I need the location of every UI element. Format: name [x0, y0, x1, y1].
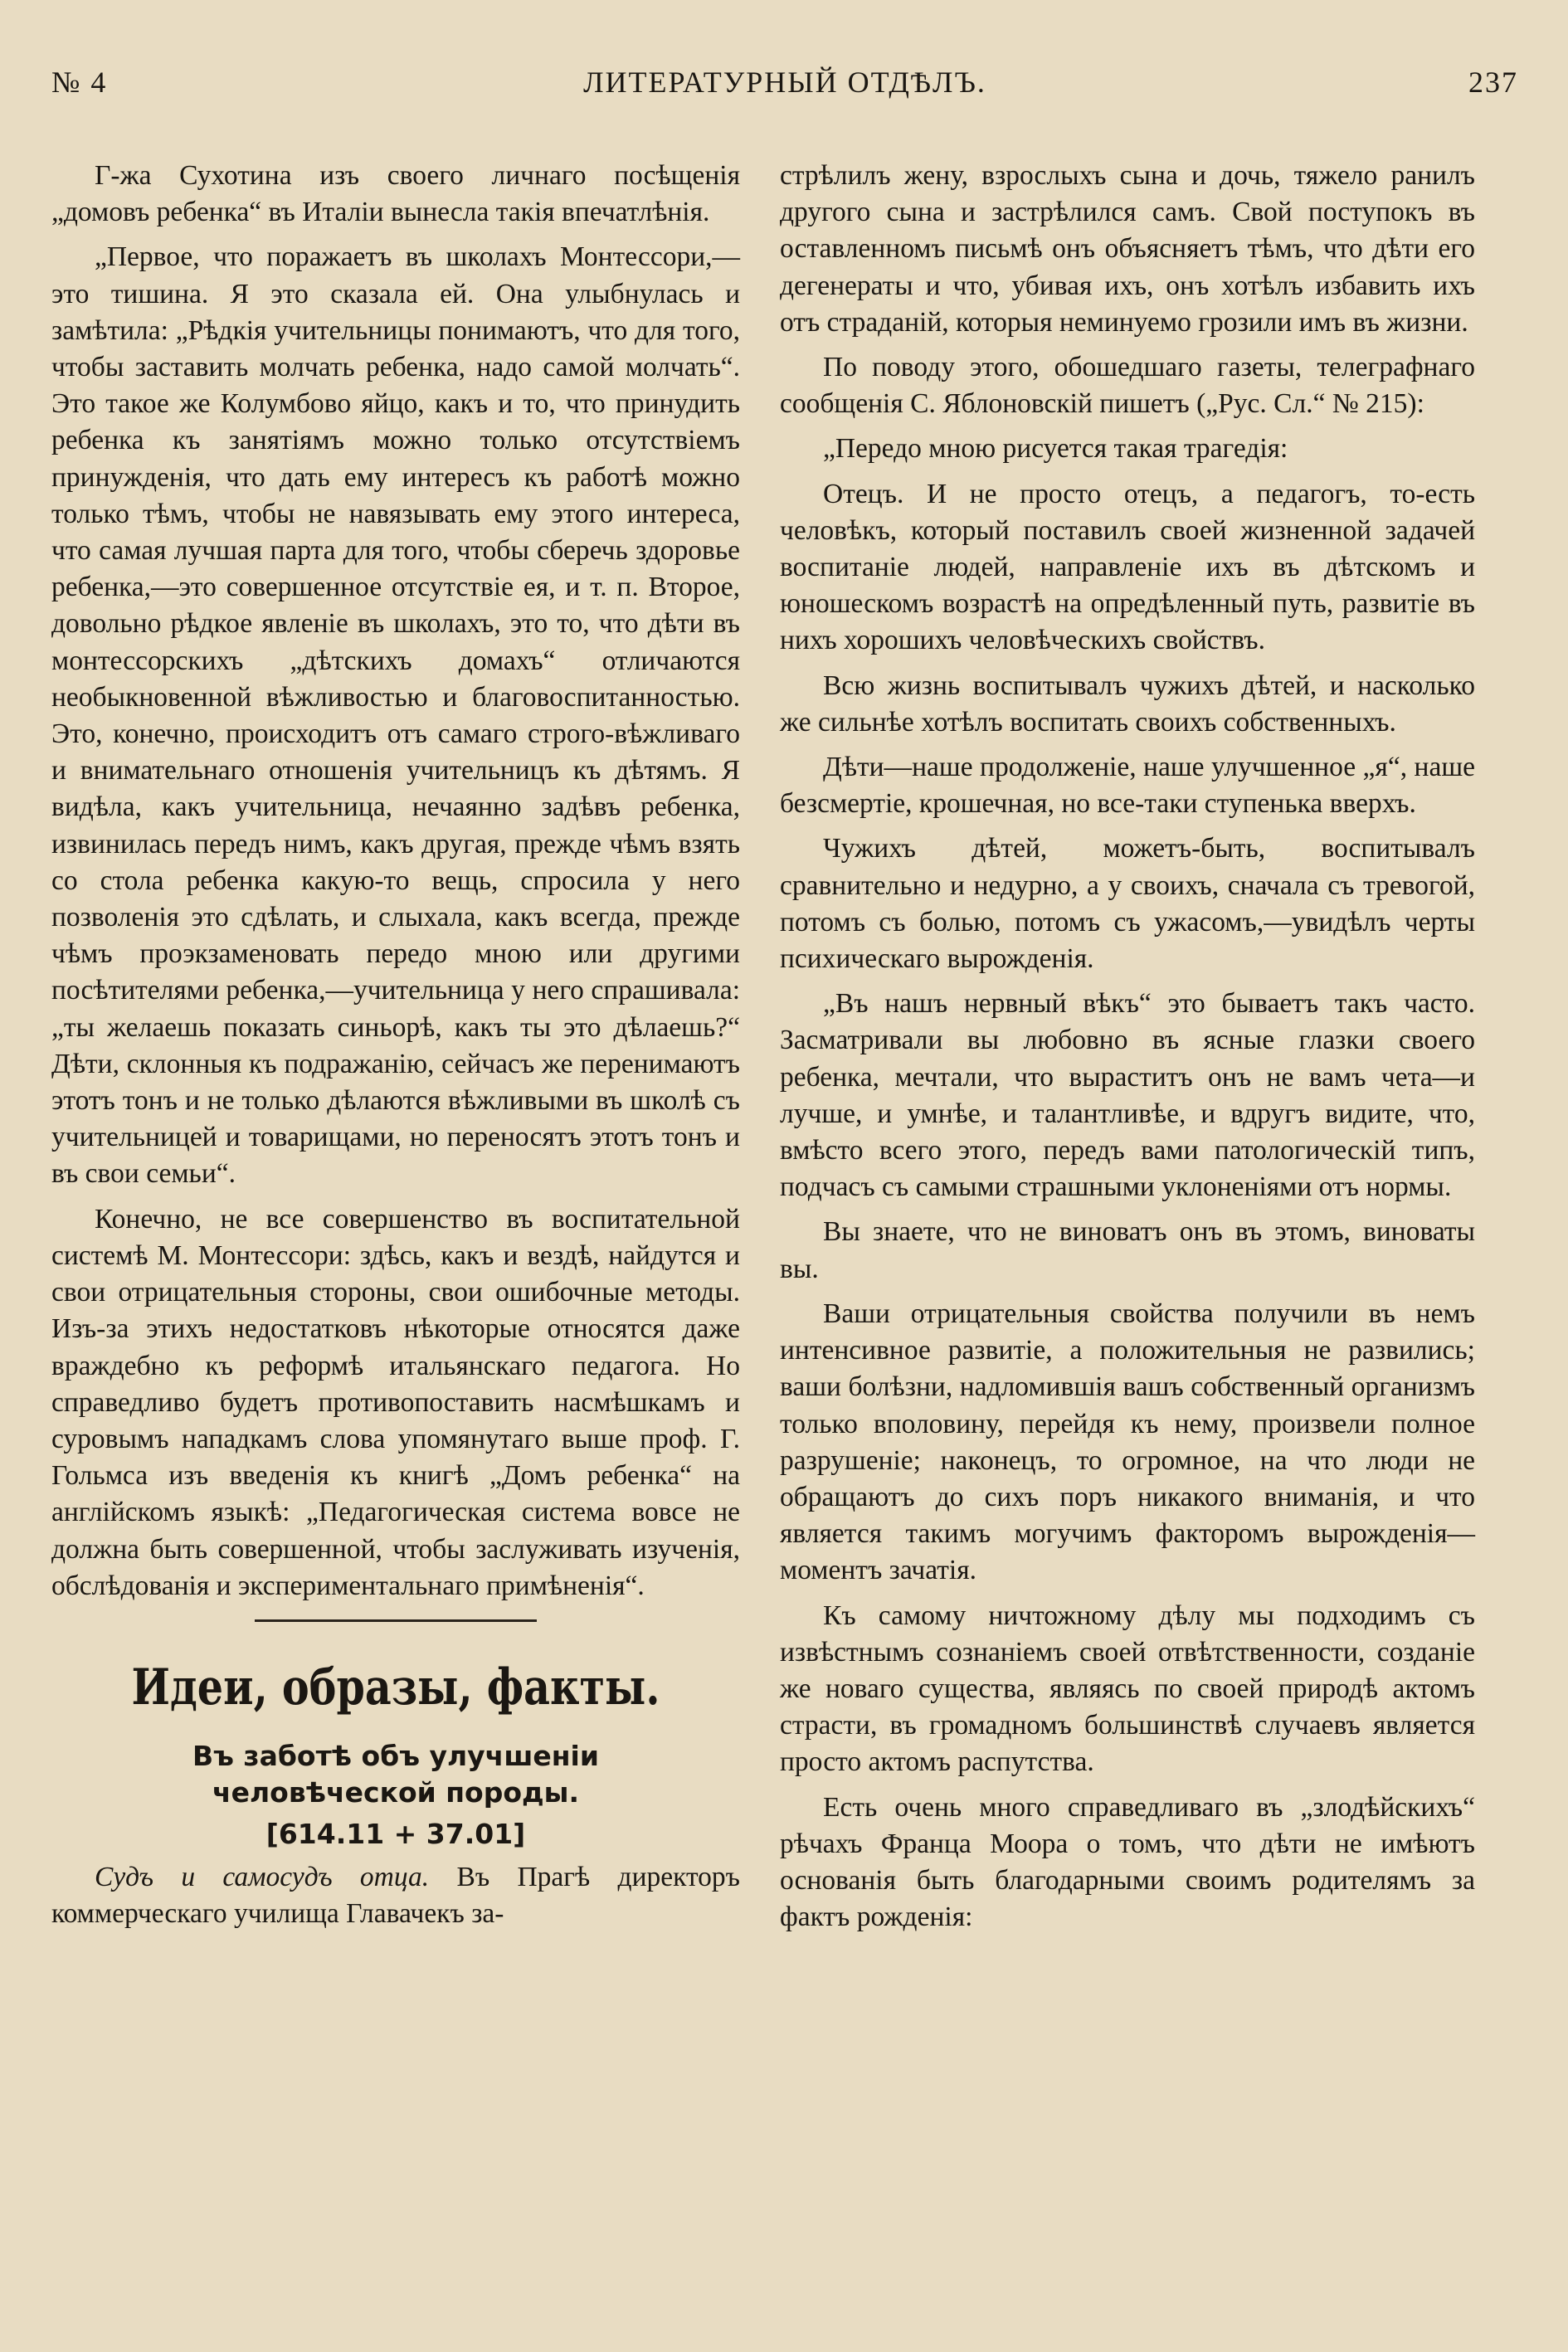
article-lead-heading: Судъ и самосудъ отца.: [95, 1861, 430, 1892]
paragraph: стрѣлилъ жену, взрослыхъ сына и дочь, тяжело ранилъ другого сына и застрѣлился самъ. Свой поступокъ въ оставленномъ письмѣ онъ объясняетъ тѣмъ, что дѣти его дегенераты и что, убивая ихъ, онъ хотѣлъ избавить ихъ отъ страданій, которыя неминуемо грозили имъ въ жизни.: [780, 160, 1475, 338]
classification-code: [614.11 + 37.01]: [265, 1817, 526, 1850]
paragraph: „Передо мною рисуется такая трагедія:: [823, 433, 1288, 465]
page-number: 237: [1468, 66, 1518, 99]
left-column: [51, 158, 740, 1941]
paragraph: Есть очень много справедливаго въ „злодѣйскихъ“ рѣчахъ Франца Моора о томъ, что дѣти не имѣютъ основанія быть благодарными своимъ родителямъ за фактъ рожденія:: [780, 1791, 1475, 1933]
paragraph: Дѣти—наше продолженіе, наше улучшенное „я“, наше безсмертіе, крошечная, но все-таки ступенька вверхъ.: [780, 752, 1475, 820]
paragraph: „Первое, что поражаетъ въ школахъ Монтессори,—это тишина. Я это сказала ей. Она улыбнулась и замѣтила: „Рѣдкія учительницы понимаютъ, что для того, чтобы заставить молчать ребенка, надо самой молчать“. Это такое же Колумбово яйцо, какъ и то, что принудить ребенка къ занятіямъ можно только отсутствіемъ принужденія, что дать ему интересъ къ работѣ можно только тѣмъ, чтобы не навязывать ему этого интереса, что самая лучшая парта для того, чтобы сберечь здоровье ребенка,—это совершенное отсутствіе ея, и т. п. Второе, довольно рѣдкое явленіе въ школахъ, это то, что дѣти въ монтессорскихъ „дѣтскихъ домахъ“ отличаются необыкновенной вѣжливостью и благовоспитанностью. Это, конечно, происходитъ отъ самаго строго-вѣжливаго и внимательнаго отношенія учительницъ къ дѣтямъ. Я видѣла, какъ учительница, нечаянно задѣвъ ребенка, извинилась передъ нимъ, какъ другая, прежде чѣмъ взять со стола ребенка какую-то вещь, спросила у него позволенія это сдѣлать, и слыхала, какъ всегда, прежде чѣмъ проэкзаменовать передо мною или другими посѣтителями ребенка,—учительница у него спрашивала: „ты желаешь показать синьорѣ, какъ ты это дѣлаешь?“ Дѣти, склонныя къ подражанію, сейчасъ же перенимаютъ этотъ тонъ и не только дѣлаются вѣжливыми въ школѣ съ учительницей и товарищами, но переносятъ этотъ тонъ и въ свои семьи“.: [51, 241, 740, 1190]
paragraph: Къ самому ничтожному дѣлу мы подходимъ съ извѣстнымъ сознаніемъ своей отвѣтственности, созданіе же новаго существа, являясь по своей природѣ актомъ страсти, въ громадномъ большинствѣ случаевъ является просто актомъ распутства.: [780, 1600, 1475, 1778]
right-column: [780, 158, 1475, 1944]
section-header-title: ЛИТЕРАТУРНЫЙ ОТДѢЛЪ.: [583, 66, 986, 99]
paragraph: Вы знаете, что не виноватъ онъ въ этомъ, виноваты вы.: [780, 1216, 1475, 1284]
article-subtitle: Въ заботѣ объ улучшеніи человѣческой породы.: [192, 1739, 599, 1809]
paragraph: Конечно, не все совершенство въ воспитательной системѣ М. Монтессори: здѣсь, какъ и вездѣ, найдутся и свои отрицательныя стороны, свои ошибочные методы. Изъ-за этихъ недостатковъ нѣкоторые относятся даже враждебно къ реформѣ итальянскаго педагога. Но справедливо будетъ противопоставить насмѣшкамъ и суровымъ нападкамъ слова упомянутаго выше проф. Г. Гольмса изъ введенія къ книгѣ „Домъ ребенка“ на англійскомъ языкѣ: „Педагогическая система вовсе не должна быть совершенной, чтобы заслуживать изученія, обслѣдованія и экспериментальнаго примѣненія“.: [51, 1203, 740, 1601]
paragraph: Г-жа Сухотина изъ своего личнаго посѣщенія „домовъ ребенка“ въ Италіи вынесла такія впечатлѣнія.: [51, 160, 740, 228]
running-head: [51, 65, 1518, 114]
paragraph: Чужихъ дѣтей, можетъ-быть, воспитывалъ сравнительно и недурно, а у своихъ, сначала съ тревогой, потомъ съ болью, потомъ съ ужасомъ,—увидѣлъ черты психическаго вырожденія.: [780, 833, 1475, 975]
paragraph: „Въ нашъ нервный вѣкъ“ это бываетъ такъ часто. Засматривали вы любовно въ ясные глазки своего ребенка, мечтали, что выраститъ онъ не вамъ чета—и лучше, и умнѣе, и талантливѣе, и вдругъ видите, что, вмѣсто всего этого, передъ вами патологическій типъ, подчасъ съ самыми страшными уклоненіями отъ нормы.: [780, 988, 1475, 1203]
paragraph: Всю жизнь воспитывалъ чужихъ дѣтей, и насколько же сильнѣе хотѣлъ воспитать своихъ собственныхъ.: [780, 670, 1475, 738]
article-lead-paragraph: [51, 1859, 740, 1932]
article-lead-text: Въ Прагѣ директоръ коммерческаго училища Главачекъ за-: [51, 1861, 740, 1930]
section-title: Идеи, образы, факты.: [131, 1658, 660, 1717]
paragraph: По поводу этого, обошедшаго газеты, телеграфнаго сообщенія С. Яблоновскій пишетъ („Рус. Сл.“ № 215):: [780, 352, 1475, 420]
paragraph: Отецъ. И не просто отецъ, а педагогъ, то-есть человѣкъ, который поставилъ своей жизненной задачей воспитаніе людей, направленіе ихъ въ дѣтскомъ и юношескомъ возрастѣ на опредѣленный путь, развитіе въ нихъ хорошихъ человѣческихъ свойствъ.: [780, 478, 1475, 656]
paragraph: Ваши отрицательныя свойства получили въ немъ интенсивное развитіе, а положительныя не развились; ваши болѣзни, надломившія вашъ собственный организмъ только вполовину, перейдя къ нему, произвели полное разрушеніе; наконецъ, то огромное, на что люди не обращаютъ до сихъ поръ никакого вниманія, и что является такимъ могучимъ факторомъ вырожденія—моментъ зачатія.: [780, 1298, 1475, 1586]
section-divider: [255, 1619, 537, 1622]
issue-number: № 4: [51, 66, 108, 99]
